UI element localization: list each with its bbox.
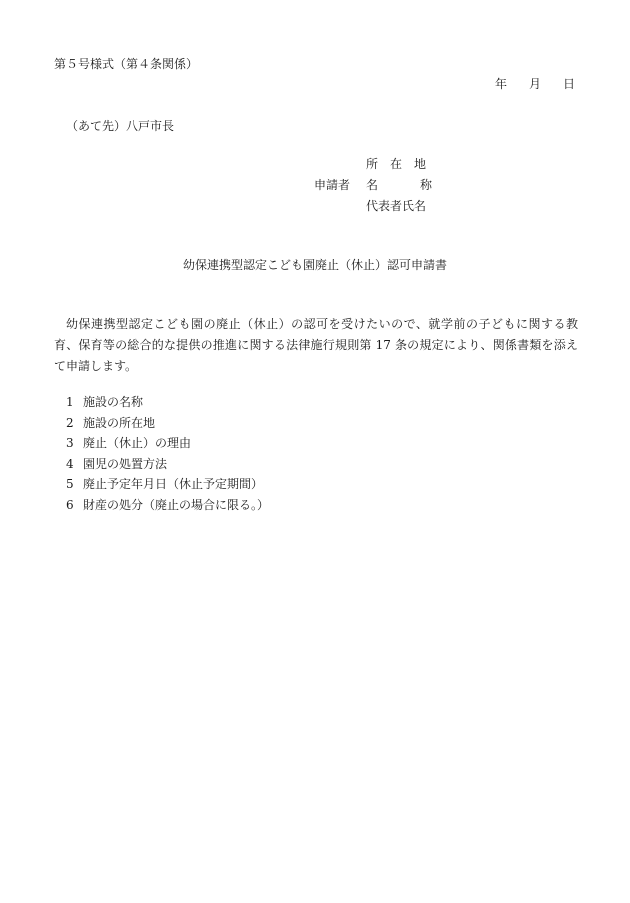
item-text: 廃止（休止）の理由	[83, 436, 192, 450]
list-item	[66, 495, 269, 516]
applicant-label: 申請者	[314, 178, 351, 192]
item-text: 施設の所在地	[83, 415, 156, 430]
list-item	[66, 474, 269, 495]
date-month: 月	[528, 77, 541, 91]
item-number: 3	[66, 436, 74, 450]
applicant-name-label-a: 名	[366, 178, 379, 192]
date-line	[495, 76, 575, 92]
applicant-address-label: 所在地	[366, 157, 439, 171]
item-number: 4	[66, 456, 74, 471]
item-number: 6	[66, 497, 74, 512]
item-text: 廃止予定年月日（休止予定期間）	[83, 477, 264, 491]
item-number: 5	[66, 477, 74, 491]
item-text: 財産の処分（廃止の場合に限る。）	[83, 497, 270, 512]
item-text: 施設の名称	[83, 395, 144, 409]
date-day: 日	[562, 77, 575, 91]
date-year: 年	[494, 77, 507, 91]
item-list	[66, 392, 269, 515]
list-item	[66, 392, 269, 413]
addressee: （あて先）八戸市長	[66, 119, 175, 133]
document-title: 幼保連携型認定こども園廃止（休止）認可申請書	[182, 258, 447, 272]
applicant-name-label	[366, 177, 432, 193]
item-number: 2	[66, 415, 74, 430]
body-paragraph: 幼保連携型認定こども園の廃止（休止）の認可を受けたいので、就学前の子どもに関する教育、保育等の総合的な提供の推進に関する法律施行規則第 17 条の規定により、関係書類を添えて申請します。	[54, 317, 578, 373]
representative-name-label: 代表者氏名	[366, 199, 427, 213]
applicant-name-label-b: 称	[420, 178, 433, 192]
list-item	[66, 454, 269, 475]
form-number: 第５号様式（第４条関係）	[54, 57, 199, 71]
item-number: 1	[66, 395, 74, 409]
list-item	[66, 433, 269, 454]
list-item	[66, 413, 269, 434]
item-text: 園児の処置方法	[83, 456, 168, 471]
